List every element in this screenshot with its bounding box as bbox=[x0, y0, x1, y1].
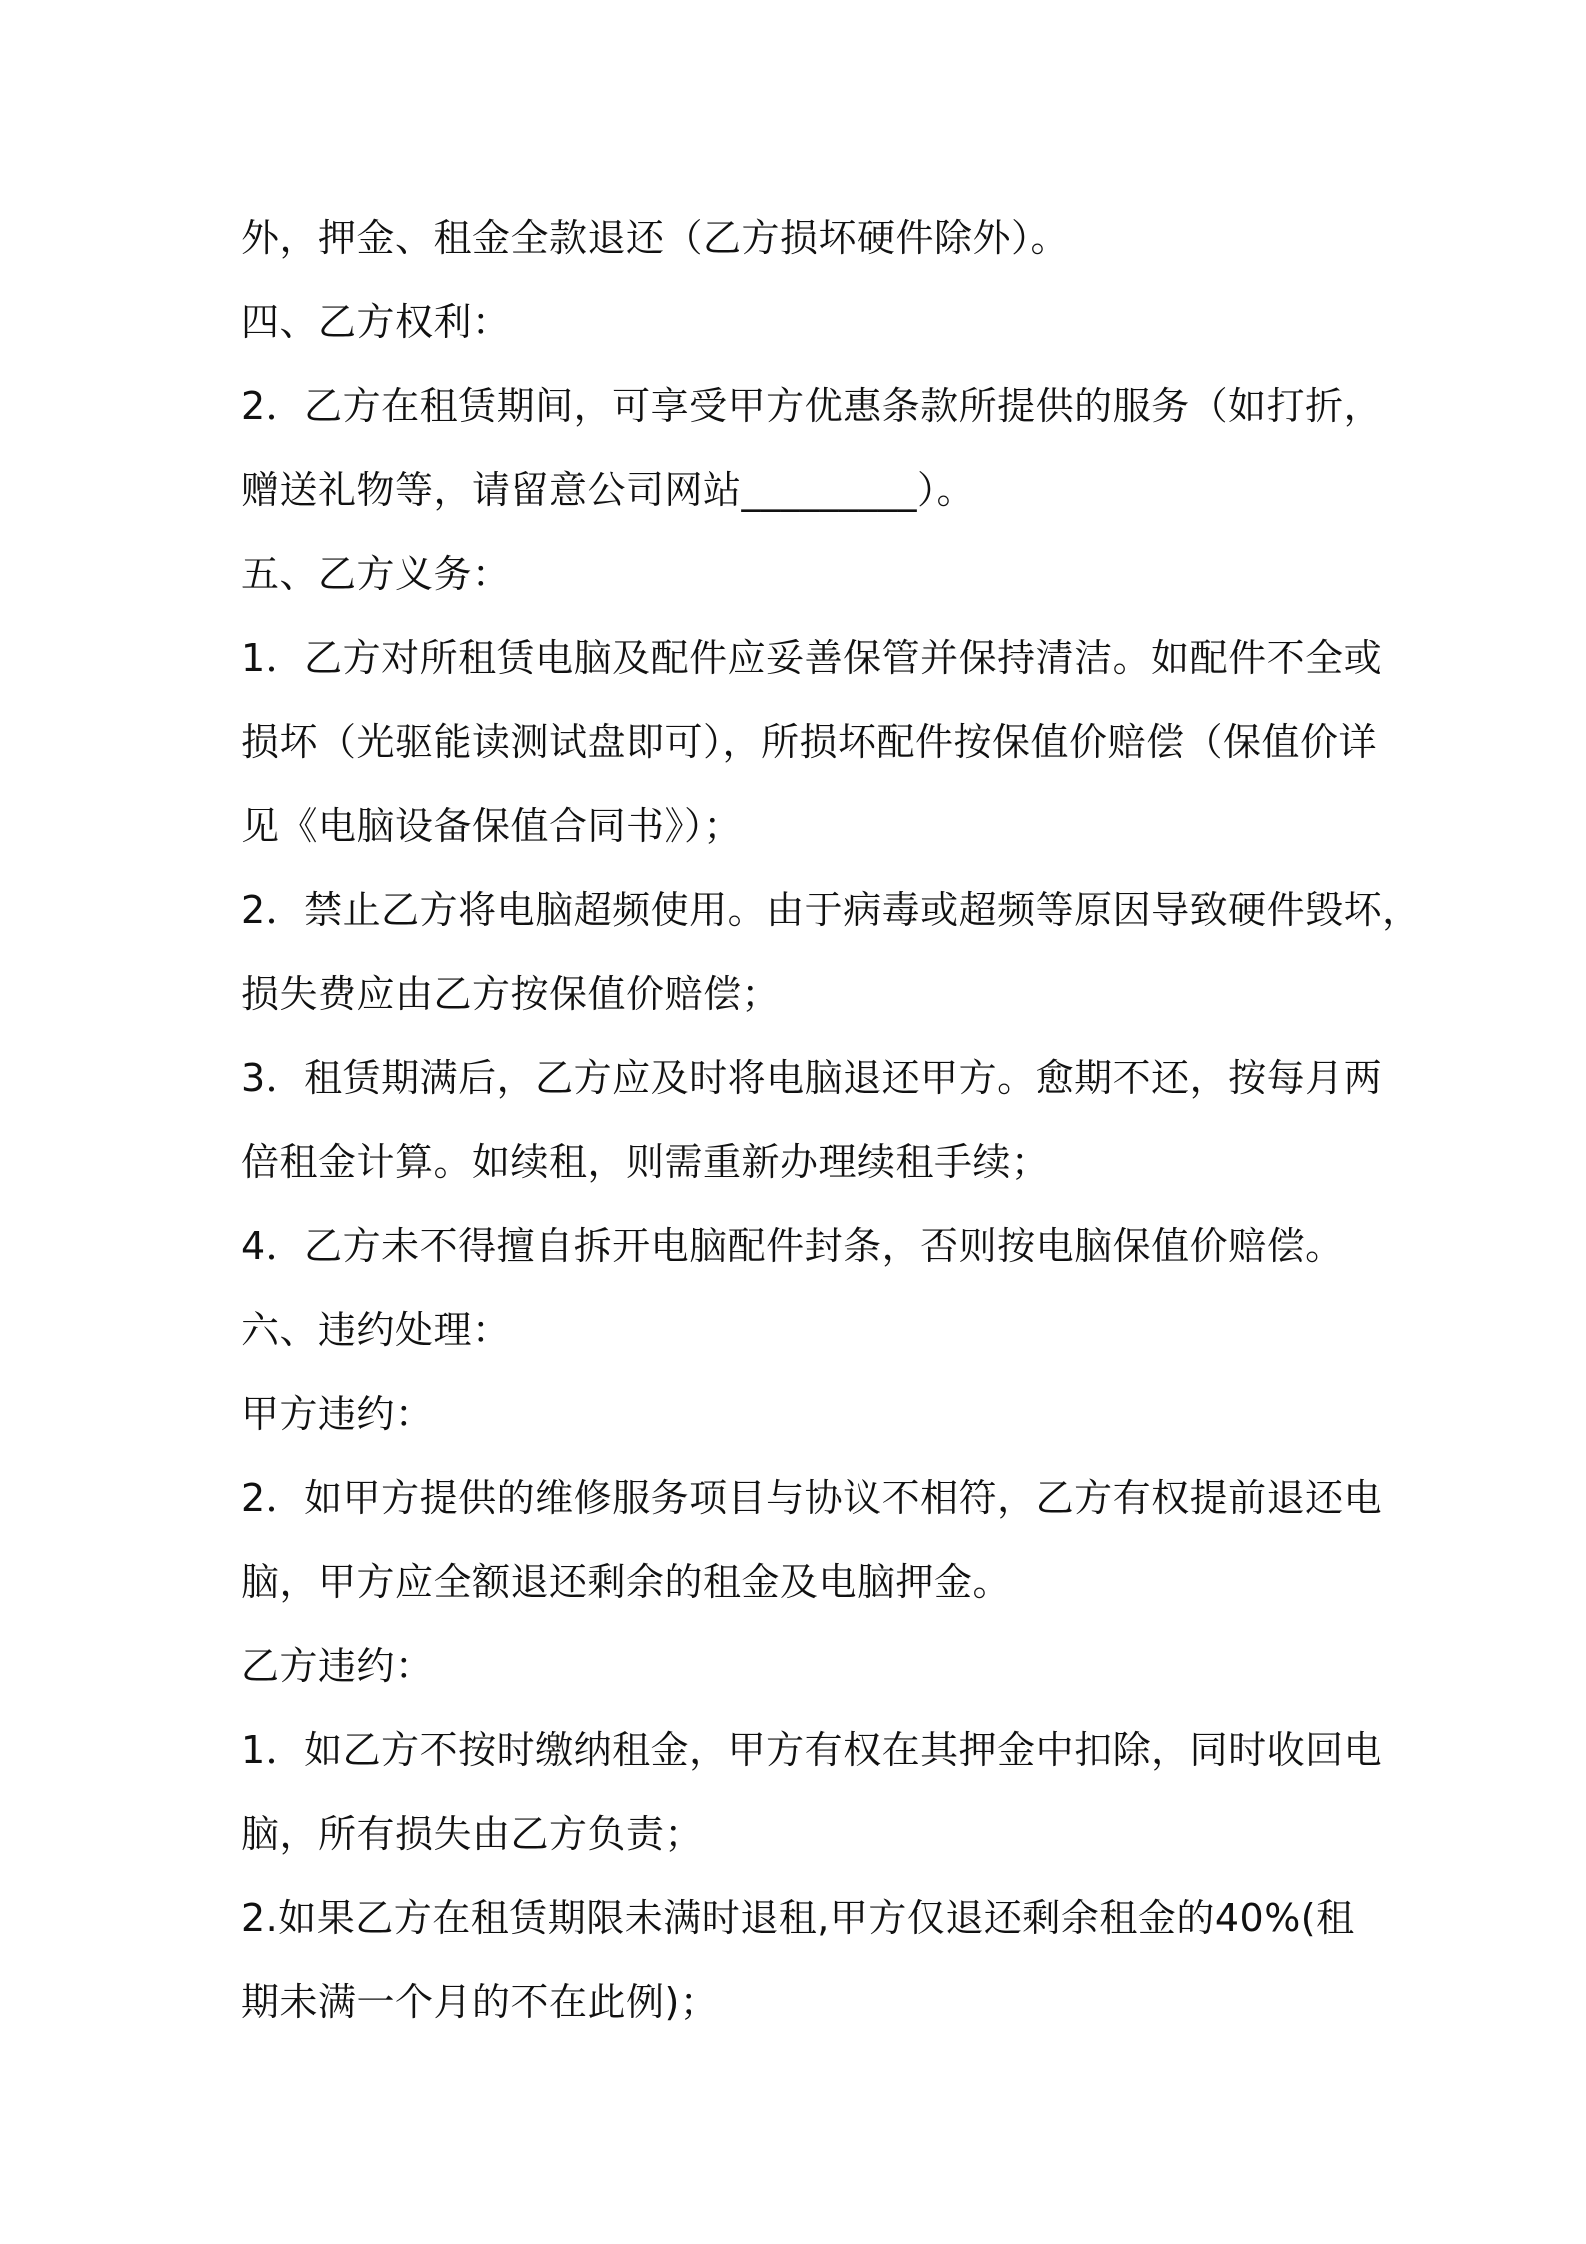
subsection-heading: 甲方违约： bbox=[241, 1392, 434, 1436]
text-line: 期未满一个月的不在此例)； bbox=[241, 1980, 719, 2024]
text-line: 外，押金、租金全款退还（乙方损坏硬件除外）。 bbox=[241, 216, 1070, 260]
text-line: 损失费应由乙方按保值价赔偿； bbox=[241, 972, 781, 1016]
text-line: 4．乙方未不得擅自拆开电脑配件封条，否则按电脑保值价赔偿。 bbox=[241, 1224, 1344, 1268]
document-body bbox=[241, 196, 1421, 2044]
text-line: 脑，所有损失由乙方负责； bbox=[241, 1812, 704, 1856]
text-line: 2．如甲方提供的维修服务项目与协议不相符，乙方有权提前退还电 bbox=[241, 1476, 1383, 1520]
text-line: 2.如果乙方在租赁期限未满时退租,甲方仅退还剩余租金的40%(租 bbox=[241, 1896, 1355, 1940]
text-line: 见《电脑设备保值合同书》）； bbox=[241, 804, 743, 848]
text-line: 1．乙方对所租赁电脑及配件应妥善保管并保持清洁。如配件不全或 bbox=[241, 636, 1383, 680]
section-heading: 四、乙方权利： bbox=[241, 300, 511, 344]
text-line: 赠送礼物等，请留意公司网站_________）。 bbox=[241, 468, 976, 512]
text-line: 2．禁止乙方将电脑超频使用。由于病毒或超频等原因导致硬件毁坏， bbox=[241, 888, 1421, 932]
text-line: 倍租金计算。如续租，则需重新办理续租手续； bbox=[241, 1140, 1050, 1184]
text-line: 2．乙方在租赁期间，可享受甲方优惠条款所提供的服务（如打折， bbox=[241, 384, 1383, 428]
text-line: 1．如乙方不按时缴纳租金，甲方有权在其押金中扣除，同时收回电 bbox=[241, 1728, 1383, 1772]
section-heading: 六、违约处理： bbox=[241, 1308, 511, 1352]
subsection-heading: 乙方违约： bbox=[241, 1644, 434, 1688]
text-line: 损坏（光驱能读测试盘即可），所损坏配件按保值价赔偿（保值价详 bbox=[241, 720, 1378, 764]
text-line: 3．租赁期满后，乙方应及时将电脑退还甲方。愈期不还，按每月两 bbox=[241, 1056, 1383, 1100]
text-line: 脑，甲方应全额退还剩余的租金及电脑押金。 bbox=[241, 1560, 1012, 1604]
section-heading: 五、乙方义务： bbox=[241, 552, 511, 596]
